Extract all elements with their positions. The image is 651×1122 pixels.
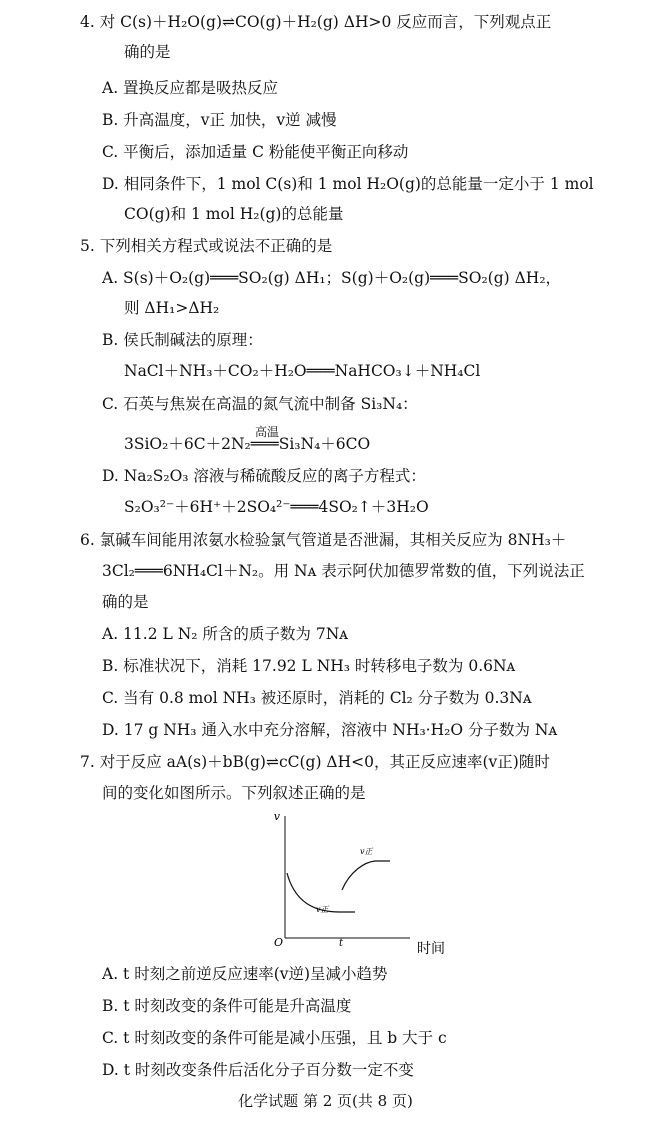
q4-option-a: A. 置换反应都是吸热反应: [102, 79, 279, 97]
rate-time-graph: [270, 808, 450, 956]
q6-option-c: C. 当有 0.8 mol NH₃ 被还原时，消耗的 Cl₂ 分子数为 0.3Nᴀ: [102, 689, 532, 707]
q6-stem-line2: 3Cl₂═══6NH₄Cl＋N₂。用 Nᴀ 表示阿伏加德罗常数的值，下列说法正: [102, 562, 585, 580]
y-axis-label: v: [273, 810, 280, 823]
q5-option-a-line2: 则 ΔH₁>ΔH₂: [124, 299, 220, 317]
v-forward-label-high: v正: [360, 847, 373, 856]
q4-stem-line1: 4. 对 C(s)＋H₂O(g)⇌CO(g)＋H₂(g) ΔH>0 反应而言，下列观点正: [80, 13, 552, 31]
q5-option-a-line1: A. S(s)＋O₂(g)═══SO₂(g) ΔH₁；S(g)＋O₂(g)═══SO₂(g) ΔH₂，: [102, 269, 562, 287]
q4-option-b: B. 升高温度，v正 加快，v逆 减慢: [102, 111, 337, 129]
v-forward-label-low: v正: [316, 905, 329, 914]
q5-option-c-line1: C. 石英与焦炭在高温的氮气流中制备 Si₃N₄：: [102, 395, 418, 413]
q7-option-a: A. t 时刻之前逆反应速率(v逆)呈减小趋势: [102, 965, 388, 983]
q5-option-d-equation: S₂O₃²⁻＋6H⁺＋2SO₄²⁻═══4SO₂↑＋3H₂O: [124, 498, 429, 516]
q7-option-b: B. t 时刻改变的条件可能是升高温度: [102, 997, 352, 1015]
q5-option-b-equation: NaCl＋NH₃＋CO₂＋H₂O═══NaHCO₃↓＋NH₄Cl: [124, 362, 481, 380]
origin-label: O: [273, 936, 283, 949]
q7-option-d: D. t 时刻改变条件后活化分子百分数一定不变: [102, 1061, 414, 1079]
q5-stem: 5. 下列相关方程式或说法不正确的是: [80, 237, 333, 255]
q5-option-c-condition: 高温: [255, 425, 280, 439]
t-label: t: [339, 938, 344, 949]
q6-option-b: B. 标准状况下，消耗 17.92 L NH₃ 时转移电子数为 0.6Nᴀ: [102, 657, 516, 675]
q6-option-a: A. 11.2 L N₂ 所含的质子数为 7Nᴀ: [102, 625, 349, 643]
q7-stem-line1: 7. 对于反应 aA(s)＋bB(g)⇌cC(g) ΔH<0，其正反应速率(v正)随时: [80, 753, 550, 771]
q5-option-c-equation: 3SiO₂＋6C＋2N₂═══Si₃N₄＋6CO: [124, 435, 371, 453]
q4-option-c: C. 平衡后，添加适量 C 粉能使平衡正向移动: [102, 143, 409, 161]
q6-option-d: D. 17 g NH₃ 通入水中充分溶解，溶液中 NH₃·H₂O 分子数为 Nᴀ: [102, 721, 558, 739]
page-footer: 化学试题 第 2 页(共 8 页): [238, 1092, 413, 1110]
q6-stem-line3: 确的是: [102, 593, 149, 611]
q6-stem-line1: 6. 氯碱车间能用浓氨水检验氯气管道是否泄漏，其相关反应为 8NH₃＋: [80, 531, 567, 549]
q4-option-d-line2: CO(g)和 1 mol H₂(g)的总能量: [124, 205, 344, 223]
q4-stem-line2: 确的是: [124, 43, 171, 61]
q4-option-d-line1: D. 相同条件下，1 mol C(s)和 1 mol H₂O(g)的总能量一定小于 1 mol: [102, 175, 594, 193]
x-axis-label: 时间: [417, 941, 445, 956]
q5-option-b-line1: B. 侯氏制碱法的原理：: [102, 331, 263, 349]
q5-option-d-line1: D. Na₂S₂O₃ 溶液与稀硫酸反应的离子方程式：: [102, 467, 426, 485]
q7-option-c: C. t 时刻改变的条件可能是减小压强，且 b 大于 c: [102, 1029, 447, 1047]
q7-stem-line2: 间的变化如图所示。下列叙述正确的是: [102, 784, 366, 802]
v-forward-curve-after-t: [342, 861, 390, 890]
